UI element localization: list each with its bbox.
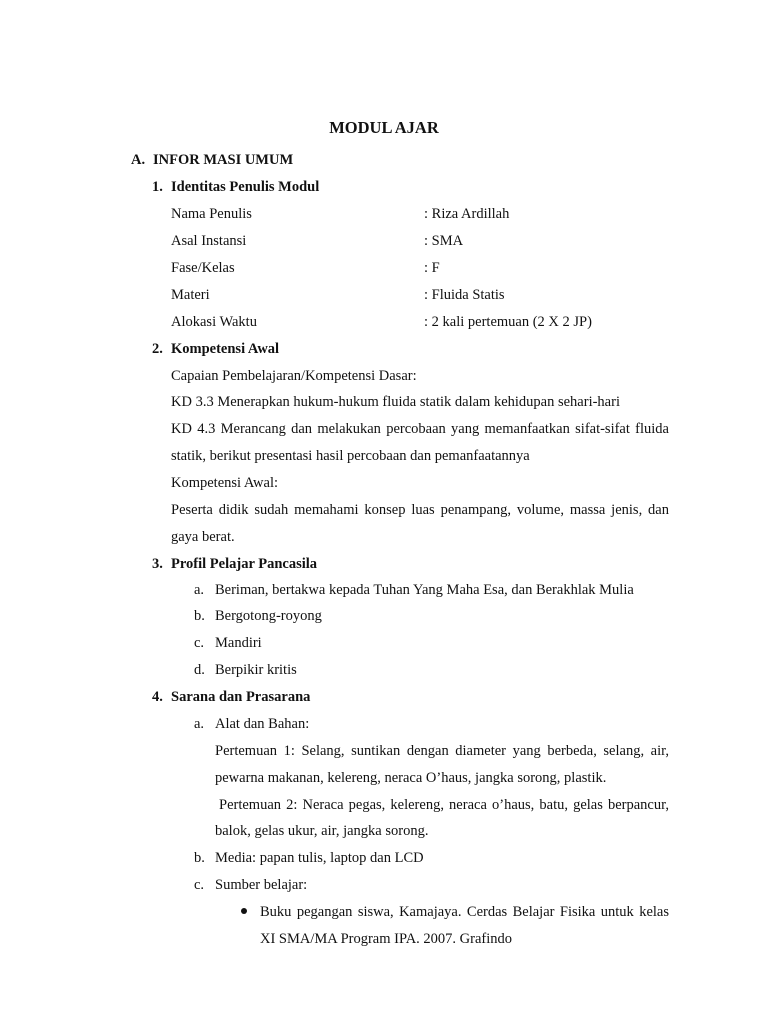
materials-line: Pertemuan 1: Selang, suntikan dengan diameter yang berbeda, selang, air, xyxy=(215,743,669,759)
profile-item-marker: a. xyxy=(194,582,205,598)
identity-label: Nama Penulis xyxy=(171,206,252,222)
section-a-heading: INFOR MASI UMUM xyxy=(153,152,294,168)
identity-value: : 2 kali pertemuan (2 X 2 JP) xyxy=(424,314,592,330)
facility-item-marker: c. xyxy=(194,877,205,893)
section-4-heading: Sarana dan Prasarana xyxy=(171,689,311,705)
section-2-marker: 2. xyxy=(152,341,163,357)
facility-item-label: Sumber belajar: xyxy=(215,877,308,893)
competency-line: statik, berikut presentasi hasil percobaan dan pemanfaatannya xyxy=(171,448,530,464)
profile-item: Bergotong-royong xyxy=(215,608,322,624)
profile-item: Mandiri xyxy=(215,635,262,651)
section-2-heading: Kompetensi Awal xyxy=(171,341,280,357)
source-line: XI SMA/MA Program IPA. 2007. Grafindo xyxy=(260,931,513,947)
facility-item-text: Media: papan tulis, laptop dan LCD xyxy=(215,850,424,866)
competency-line: gaya berat. xyxy=(171,529,235,545)
facility-item-marker: b. xyxy=(194,850,205,866)
section-1-marker: 1. xyxy=(152,179,163,195)
identity-value: : Fluida Statis xyxy=(424,287,505,303)
profile-item: Berpikir kritis xyxy=(215,662,297,678)
identity-label: Alokasi Waktu xyxy=(171,314,257,330)
profile-item-marker: d. xyxy=(194,662,205,678)
bullet-icon xyxy=(241,908,247,914)
identity-label: Asal Instansi xyxy=(171,233,247,249)
section-3-heading: Profil Pelajar Pancasila xyxy=(171,556,318,572)
identity-value: : SMA xyxy=(424,233,464,249)
facility-item-marker: a. xyxy=(194,716,205,732)
profile-item-marker: c. xyxy=(194,635,205,651)
section-4-marker: 4. xyxy=(152,689,163,705)
identity-value: : Riza Ardillah xyxy=(424,206,510,222)
competency-line: Kompetensi Awal: xyxy=(171,475,279,491)
competency-line: Capaian Pembelajaran/Kompetensi Dasar: xyxy=(171,368,417,384)
competency-line: KD 3.3 Menerapkan hukum-hukum fluida statik dalam kehidupan sehari-hari xyxy=(171,394,620,410)
materials-line: Pertemuan 2: Neraca pegas, kelereng, neraca o’haus, batu, gelas berpancur, xyxy=(219,797,669,813)
facility-item-label: Alat dan Bahan: xyxy=(215,716,310,732)
identity-value: : F xyxy=(424,260,440,276)
section-3-marker: 3. xyxy=(152,556,163,572)
identity-label: Materi xyxy=(171,287,210,303)
competency-line: KD 4.3 Merancang dan melakukan percobaan yang memanfaatkan sifat-sifat fluida xyxy=(171,421,669,437)
profile-item: Beriman, bertakwa kepada Tuhan Yang Maha Esa, dan Berakhlak Mulia xyxy=(215,582,634,598)
section-a-marker: A. xyxy=(131,152,146,168)
section-1-heading: Identitas Penulis Modul xyxy=(171,179,320,195)
materials-line: pewarna makanan, kelereng, neraca O’haus, jangka sorong, plastik. xyxy=(215,770,607,786)
identity-label: Fase/Kelas xyxy=(171,260,235,276)
source-line: Buku pegangan siswa, Kamajaya. Cerdas Belajar Fisika untuk kelas xyxy=(260,904,669,920)
competency-line: Peserta didik sudah memahami konsep luas penampang, volume, massa jenis, dan xyxy=(171,502,669,518)
materials-line: balok, gelas ukur, air, jangka sorong. xyxy=(215,823,429,839)
page-title: MODUL AJAR xyxy=(329,118,439,137)
profile-item-marker: b. xyxy=(194,608,205,624)
